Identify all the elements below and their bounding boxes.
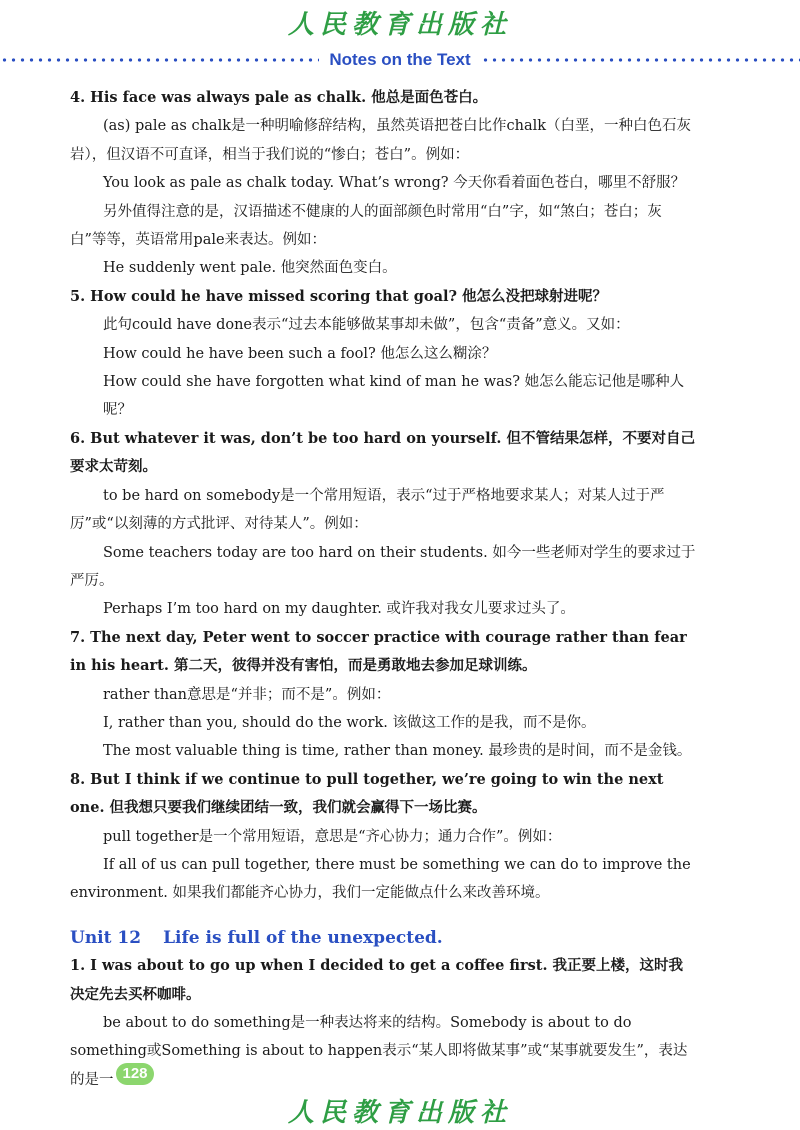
note-text: 另外值得注意的是，汉语描述不健康的人的面部颜色时常用“白”字，如“煞白；苍白；灰白”等等，英语常用pale来表达。例如：	[70, 203, 662, 249]
section-header	[0, 48, 800, 72]
note-example: How could she have forgotten what kind of man he was? 她怎么能忘记他是哪种人呢？	[103, 374, 685, 419]
note-text: rather than意思是“并非；而不是”。例如：	[103, 686, 391, 703]
publisher-logo-bottom: 人民教育出版社	[287, 1098, 512, 1128]
header-dots-left	[0, 58, 319, 62]
note-text: to be hard on somebody是一个常用短语，表示“过于严格地要求某人；对某人过于严厉”或“以刻薄的方式批评、对待某人”。例如：	[70, 487, 665, 533]
header-dots-right	[481, 58, 800, 62]
note-text: (as) pale as chalk是一种明喻修辞结构，虽然英语把苍白比作chalk（白垩，一种白色石灰岩），但汉语不可直译，相当于我们说的“惨白；苍白”。例如：	[70, 118, 692, 163]
unit-title: Life is full of the unexpected.	[163, 927, 443, 948]
note-text: pull together是一个常用短语，意思是“齐心协力；通力合作”。例如：	[103, 828, 562, 845]
header-title: Notes on the Text	[329, 50, 471, 69]
note-heading-4: 4. His face was always pale as chalk. 他总是面色苍白。	[70, 89, 488, 106]
note-example: The most valuable thing is time, rather than money. 最珍贵的是时间，而不是金钱。	[103, 743, 692, 760]
notes-content	[70, 84, 696, 1094]
unit-heading	[70, 924, 696, 952]
note-heading-6: 6. But whatever it was, don’t be too hard on yourself. 但不管结果怎样，不要对自己要求太苛刻。	[70, 429, 695, 476]
note-example: Some teachers today are too hard on their students. 如今一些老师对学生的要求过于严厉。	[70, 544, 696, 589]
note-example: If all of us can pull together, there must be something we can do to improve the environment. 如果我们都能齐心协力，我们一定能做点什么来改善环境。	[70, 856, 691, 902]
note-example: I, rather than you, should do the work. 该做这工作的是我，而不是你。	[103, 714, 596, 731]
note-example: You look as pale as chalk today. What’s wrong? 今天你看着面色苍白，哪里不舒服？	[103, 175, 686, 192]
note-heading-7: 7. The next day, Peter went to soccer practice with courage rather than fear in his heart. 第二天，彼得并没有害怕，而是勇敢地去参加足球训练。	[70, 628, 687, 675]
note-example: He suddenly went pale. 他突然面色变白。	[103, 260, 397, 277]
note-text: 此句could have done表示“过去本能够做某事却未做”，包含“责备”意义。又如：	[103, 317, 630, 334]
note-example: Perhaps I’m too hard on my daughter. 或许我对我女儿要求过头了。	[103, 601, 575, 618]
note-heading-5: 5. How could he have missed scoring that goal? 他怎么没把球射进呢？	[70, 287, 608, 305]
unit-number: Unit 12	[70, 927, 142, 948]
note-heading-8: 8. But I think if we continue to pull together, we’re going to win the next one. 但我想只要我们继续团结一致，我们就会赢得下一场比赛。	[70, 770, 664, 817]
unit-note-text: be about to do something是一种表达将来的结构。Somebody is about to do something或Something is about to happen表示“某人即将做某事”或“某事就要发生”，表达的是一	[70, 1015, 688, 1088]
page-number-badge: 128	[116, 1063, 154, 1085]
publisher-logo-top: 人民教育出版社	[287, 10, 512, 40]
note-example: How could he have been such a fool? 他怎么这么糊涂？	[103, 345, 497, 362]
unit-note-heading-1: 1. I was about to go up when I decided to get a coffee first. 我正要上楼，这时我决定先去买杯咖啡。	[70, 957, 684, 1003]
